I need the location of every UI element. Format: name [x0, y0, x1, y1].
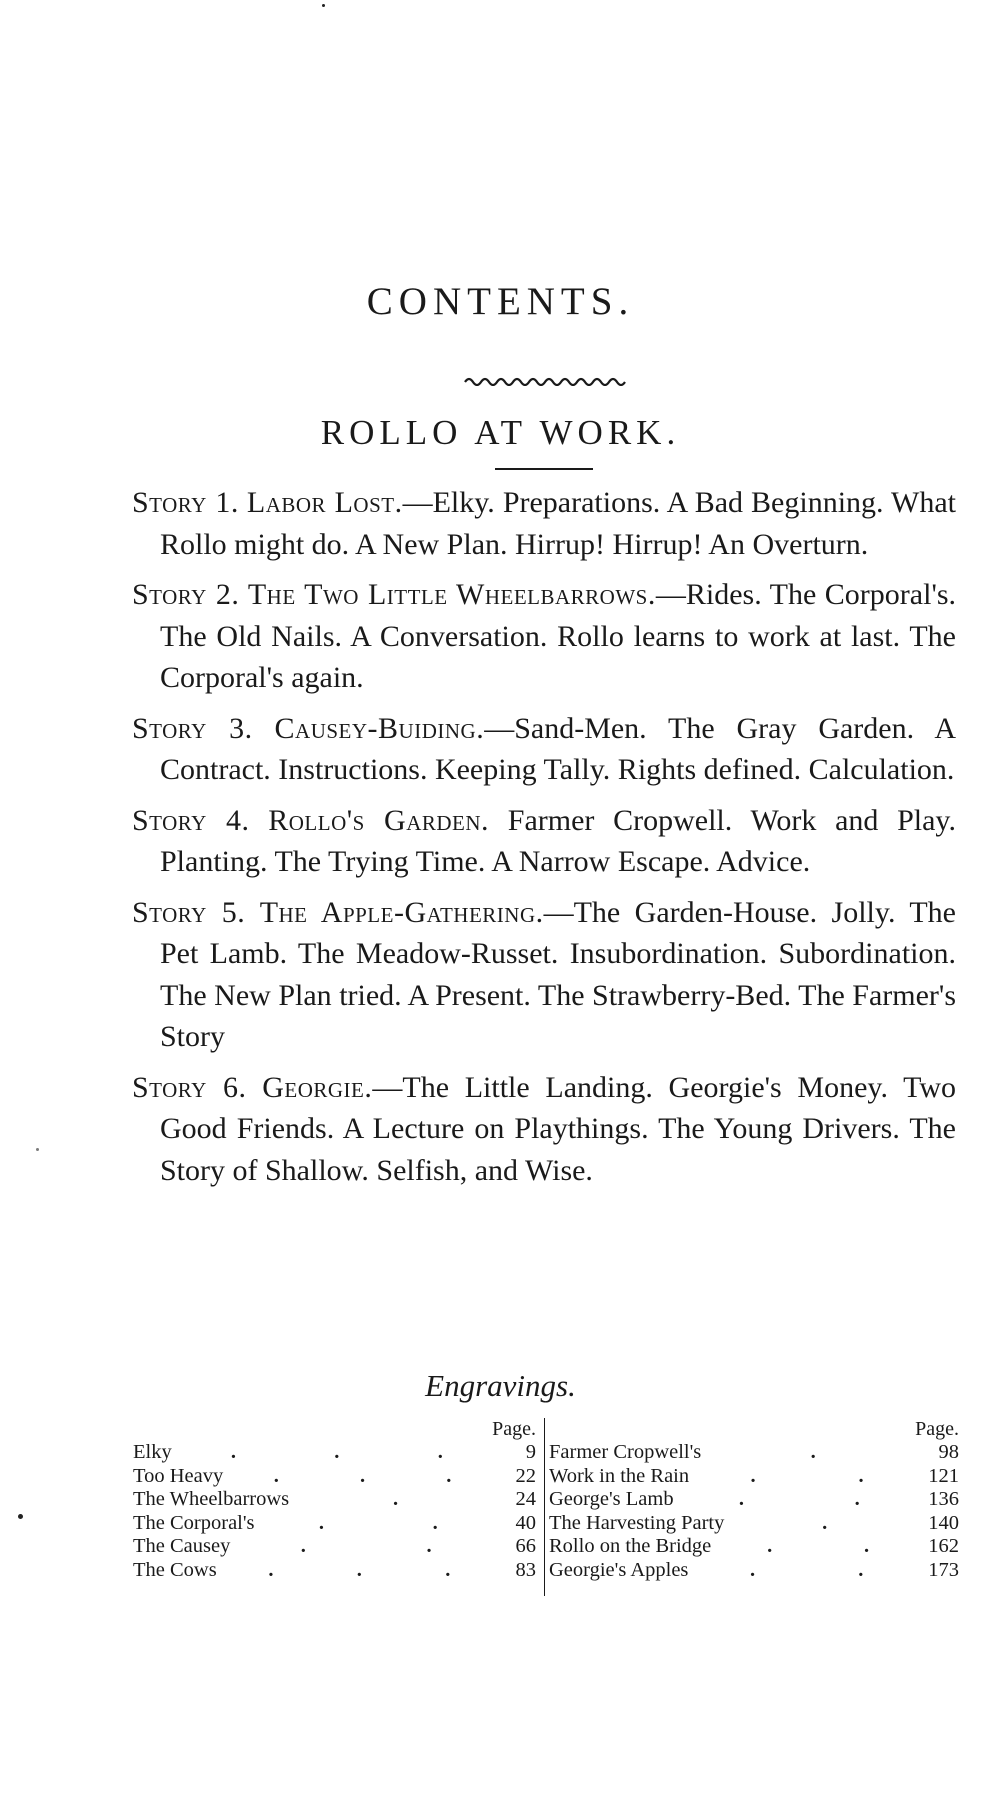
page-column-header: Page.	[492, 1418, 536, 1440]
book-title: ROLLO AT WORK.	[320, 413, 681, 452]
engravings-list-left	[133, 1418, 542, 1582]
story-entry	[132, 892, 956, 1058]
engraving-row	[133, 1465, 542, 1489]
leader-dots: .	[822, 1511, 828, 1534]
story-summary: —Sand-Men. The Gray Garden. A Contract. Instructions. Keeping Tally. Rights defined. Calculation.	[160, 711, 956, 786]
story-entry	[132, 708, 956, 791]
story-title: The Apple-Gathering.	[259, 895, 544, 929]
story-title: Rollo's Garden.	[268, 803, 490, 837]
engraving-row	[549, 1488, 959, 1512]
story-label: Story 4.	[132, 803, 250, 837]
engraving-page: 98	[938, 1441, 959, 1463]
leader-dots: . .	[749, 1558, 864, 1581]
engraving-page: 40	[515, 1511, 536, 1534]
story-list	[132, 482, 956, 1200]
engraving-page: 173	[928, 1558, 959, 1581]
engraving-row	[549, 1512, 959, 1536]
leader-dots: . .	[767, 1535, 870, 1557]
engraving-name: The Causey	[133, 1535, 231, 1557]
story-label: Story 6.	[132, 1070, 247, 1104]
story-entry	[132, 482, 956, 565]
engraving-name: George's Lamb	[549, 1488, 674, 1510]
story-title: Georgie.	[262, 1070, 373, 1104]
engraving-name: Farmer Cropwell's	[549, 1441, 702, 1463]
scan-speck	[322, 4, 325, 7]
engraving-name: The Wheelbarrows	[133, 1488, 290, 1510]
page-column-header: Page.	[915, 1418, 959, 1440]
story-title: Labor Lost.	[246, 486, 403, 519]
engraving-row	[133, 1559, 542, 1583]
leader-dots: . . .	[273, 1464, 452, 1487]
leader-dots: . .	[750, 1464, 864, 1487]
engraving-name: Georgie's Apples	[549, 1558, 689, 1581]
engraving-name: The Harvesting Party	[549, 1511, 725, 1534]
engraving-name: Work in the Rain	[549, 1464, 690, 1487]
engraving-row	[549, 1535, 959, 1559]
story-summary: —The Little Landing. Georgie's Money. Two Good Friends. A Lecture on Playthings. The Young Drivers. The Story of Shallow. Selfish, and Wise.	[160, 1070, 957, 1187]
leader-dots: .	[810, 1441, 816, 1463]
story-summary: —Elky. Preparations. A Bad Beginning. What Rollo might do. A New Plan. Hirrup! Hirrup! An Overturn.	[160, 486, 956, 561]
engraving-name: Rollo on the Bridge	[549, 1535, 712, 1557]
leader-dots: . . .	[230, 1441, 443, 1463]
engraving-name: Elky	[133, 1441, 172, 1463]
engraving-name: The Cows	[133, 1558, 217, 1581]
leader-dots: . .	[738, 1488, 860, 1510]
engraving-page: 9	[525, 1441, 536, 1463]
scan-speck	[36, 1148, 39, 1151]
leader-dots: .	[393, 1488, 399, 1510]
engraving-row	[133, 1488, 542, 1512]
engraving-row	[549, 1559, 959, 1583]
story-entry	[132, 800, 956, 883]
engraving-page: 66	[515, 1535, 536, 1557]
story-entry	[132, 1067, 956, 1192]
engraving-page: 24	[515, 1488, 536, 1510]
engraving-name: Too Heavy	[133, 1464, 224, 1487]
engraving-page: 83	[515, 1558, 536, 1581]
leader-dots: . . .	[268, 1558, 451, 1581]
engraving-page: 136	[928, 1488, 959, 1510]
story-label: Story 2.	[132, 578, 240, 611]
leader-dots: . .	[318, 1511, 438, 1534]
engraving-row	[549, 1441, 959, 1465]
title-rule	[495, 468, 593, 470]
page-title: CONTENTS.	[366, 280, 635, 323]
engraving-page: 22	[515, 1464, 536, 1487]
scan-speck	[18, 1514, 23, 1519]
engraving-row	[133, 1512, 542, 1536]
engraving-name: The Corporal's	[133, 1511, 255, 1534]
squiggle-ornament	[463, 374, 627, 386]
engraving-page: 121	[928, 1464, 959, 1487]
story-label: Story 1.	[132, 486, 239, 519]
story-label: Story 3.	[132, 711, 253, 745]
leader-dots: . .	[300, 1535, 432, 1557]
story-summary: —The Garden-House. Jolly. The Pet Lamb. The Meadow-Russet. Insubordination. Subordination. The New Plan tried. A Present. The Strawberry-Bed. The Farmer's Story	[160, 895, 956, 1053]
engravings-title: Engravings.	[425, 1368, 576, 1403]
story-title: Causey-Buiding.	[274, 711, 485, 745]
story-entry	[132, 574, 956, 699]
column-divider	[544, 1418, 545, 1596]
engraving-row	[133, 1441, 542, 1465]
engraving-row	[133, 1535, 542, 1559]
story-summary: —Rides. The Corporal's. The Old Nails. A Conversation. Rollo learns to work at last. The Corporal's again.	[160, 578, 957, 694]
engravings-list-right	[549, 1418, 959, 1582]
story-title: The Two Little Wheelbarrows.	[247, 578, 656, 611]
engraving-page: 140	[928, 1511, 959, 1534]
engraving-row	[549, 1465, 959, 1489]
story-label: Story 5.	[132, 895, 246, 929]
story-summary: Farmer Cropwell. Work and Play. Planting. The Trying Time. A Narrow Escape. Advice.	[160, 803, 956, 878]
engraving-page: 162	[928, 1535, 959, 1557]
